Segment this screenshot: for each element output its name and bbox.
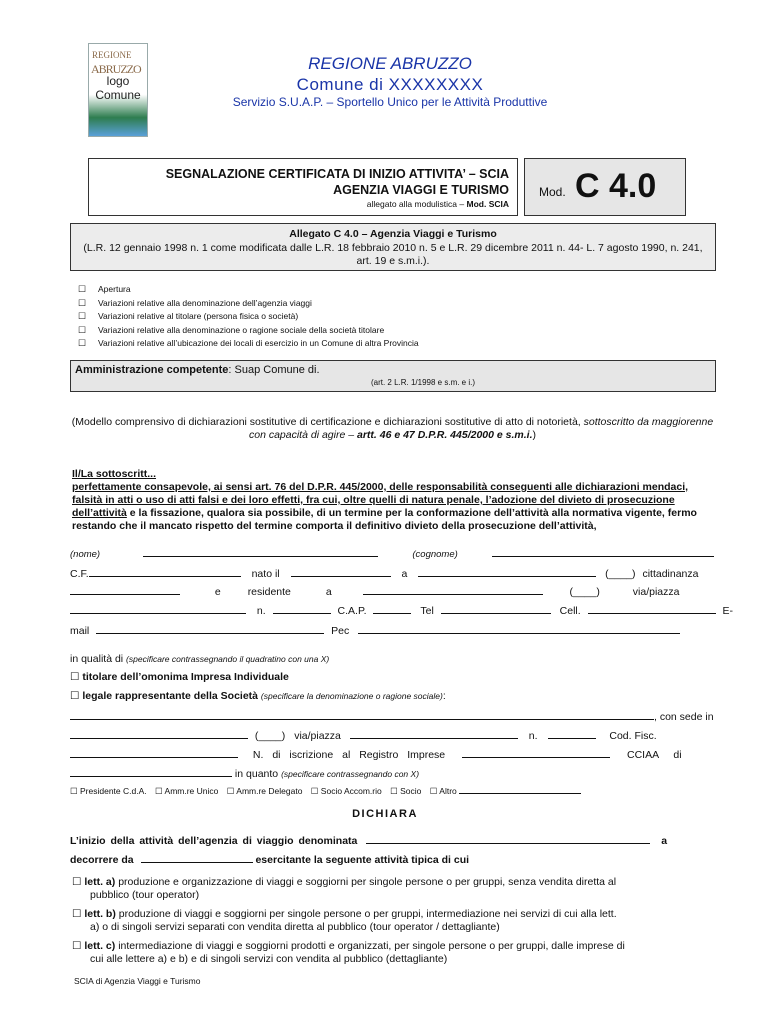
titolare-label: titolare dell’omonima Impresa Individuale: [82, 671, 289, 683]
email-label-1: E-: [722, 605, 734, 617]
cittadinanza-label: cittadinanza: [642, 568, 699, 580]
lett-text: produzione di viaggi e soggiorni per singole persone o per gruppi, intermediazione nei servizi di cui alla lett.: [118, 908, 617, 920]
checkbox-icon[interactable]: ☐: [72, 876, 82, 888]
residente-label: residente: [247, 586, 291, 598]
scia-type-options: [78, 283, 419, 351]
role-label: Socio: [400, 786, 422, 796]
lett-label: lett. c): [84, 940, 116, 952]
sottoscritto-paragraph: [72, 468, 714, 533]
in-quanto-hint: (specificare contrassegnando con X): [281, 769, 420, 779]
option-label: Variazioni relative al titolare (persona fisica o società): [98, 311, 299, 321]
cciaa-field[interactable]: [70, 766, 232, 777]
lett-b-option[interactable]: [72, 908, 714, 934]
inizio-row: [70, 833, 715, 847]
checkbox-icon[interactable]: ☐: [155, 786, 163, 796]
cognome-field[interactable]: [492, 546, 714, 557]
nome-label: (nome): [70, 549, 101, 560]
role-altro[interactable]: [430, 786, 457, 796]
title-box: [88, 158, 518, 216]
nato-il-label: nato il: [251, 568, 280, 580]
numero-label: n.: [256, 605, 266, 617]
checkbox-icon[interactable]: ☐: [70, 690, 80, 702]
sottoscritto-underlined: perfettamente consapevole, ai sensi art. 76 del D.P.R. 445/2000, delle responsabilità conseguenti alle dichiarazioni mendaci, falsità in atti o uso di atti falsi e dei loro effetti, fra cui, oltre quelli di natura penale, l’adozione del divieto di prosecuzione dell’attività: [72, 481, 689, 519]
tel-label: Tel: [420, 605, 434, 617]
comune-title: Comune di XXXXXXXX: [296, 75, 484, 94]
checkbox-icon[interactable]: ☐: [226, 786, 235, 796]
role-label: Amm.re Unico: [164, 786, 219, 796]
pec-label: Pec: [331, 625, 350, 637]
iscrizione-field[interactable]: [462, 747, 610, 758]
page-footer: SCIA di Agenzia Viaggi e Turismo: [74, 976, 201, 986]
sottoscritto-bold: e la fissazione, qualora sia possibile, di un termine per la conformazione dell’attività alla normativa vigente, fermo restando che il mancato rispetto del termine comporta il definitivo divieto della prosecuzione dell’attività,: [72, 507, 697, 532]
iscrizione-label: N. di iscrizione al Registro Imprese: [252, 749, 446, 761]
luogo-nascita-field[interactable]: [418, 566, 596, 577]
nato-a-label: a: [401, 568, 408, 580]
title-line3: [89, 199, 509, 209]
con-sede-label: , con sede in: [654, 711, 714, 723]
e-label: e: [214, 586, 221, 598]
dichiara-heading: DICHIARA: [352, 808, 418, 820]
numero-field[interactable]: [273, 603, 331, 614]
in-quanto-label: in quanto: [234, 768, 279, 780]
mod-code: C 4.0: [575, 167, 657, 205]
residenza-comune-field[interactable]: [363, 584, 543, 595]
lett-text-2: cui alle lettere a) e b) e di singoli servizi con vendita al pubblico (dettagliante): [90, 953, 448, 965]
lett-label: lett. b): [84, 908, 116, 920]
role-socio[interactable]: [390, 786, 421, 796]
ragione-sociale-field[interactable]: [70, 709, 654, 720]
cittadinanza-field[interactable]: [70, 584, 180, 595]
sede-row: [70, 728, 715, 742]
cciaa-label: CCIAA di: [627, 749, 682, 761]
sede-provincia-field[interactable]: (____): [254, 730, 286, 742]
title-line2: AGENZIA VIAGGI E TURISMO: [333, 183, 509, 197]
indirizzo-row: [70, 603, 734, 617]
legale-hint: (specificare la denominazione o ragione sociale): [260, 691, 443, 701]
option-variazione-ubicazione[interactable]: [78, 337, 419, 351]
provincia-nascita-field[interactable]: (____): [605, 568, 636, 580]
sede-numero-field[interactable]: [548, 728, 596, 739]
sede-via-field[interactable]: [350, 728, 518, 739]
logo-line2: ABRUZZO: [91, 62, 141, 76]
modello-part4: ): [532, 429, 536, 441]
checkbox-icon[interactable]: ☐: [70, 671, 80, 683]
checkbox-icon[interactable]: ☐: [78, 284, 87, 294]
tel-field[interactable]: [441, 603, 551, 614]
amministrazione-note: (art. 2 L.R. 1/1998 e s.m. e i.): [370, 378, 476, 387]
title-line1: SEGNALAZIONE CERTIFICATA DI INIZIO ATTIVITA’ – SCIA: [165, 167, 509, 181]
legale-label: legale rappresentante della Società: [82, 690, 258, 702]
amministrazione-box: [70, 360, 716, 392]
option-variazione-titolare[interactable]: [78, 310, 419, 324]
nato-il-field[interactable]: [291, 566, 391, 577]
logo-line1: REGIONE: [92, 50, 132, 60]
societa-row: [70, 709, 715, 723]
roles-row: [70, 785, 715, 797]
service-subtitle: Servizio S.U.A.P. – Sportello Unico per le Attività Produttive: [232, 95, 548, 109]
legale-row[interactable]: ☐ legale rappresentante della Società (specificare la denominazione o ragione sociale):: [70, 690, 446, 702]
modello-part3: artt. 46 e 47 D.P.R. 445/2000 e s.m.i.: [356, 429, 533, 441]
comune-logo: [88, 43, 148, 137]
option-label: Variazioni relative alla denominazione dell’agenzia viaggi: [98, 297, 312, 308]
in-quanto-row: [70, 766, 715, 780]
sede-comune-field[interactable]: [70, 728, 248, 739]
sede-via-label: via/piazza: [294, 730, 341, 742]
inizio-a-label: a: [661, 835, 668, 847]
role-label: Presidente C.d.A.: [80, 786, 147, 796]
via-field[interactable]: [70, 603, 246, 614]
iscrizione-row: [70, 747, 715, 761]
decorrere-field[interactable]: [141, 852, 253, 863]
cod-fisc-label: Cod. Fisc.: [609, 730, 657, 742]
residente-row: [70, 584, 715, 598]
nome-field[interactable]: [143, 546, 378, 557]
modello-part2: sottoscritto da maggiorenne con capacità di agire –: [248, 416, 714, 441]
amministrazione-label: Amministrazione competente: [75, 364, 229, 376]
esercitante-label: esercitante la seguente attività tipica di cui: [255, 854, 470, 866]
sottoscritto-title: Il/La sottoscritt...: [72, 468, 157, 480]
checkbox-icon[interactable]: ☐: [72, 940, 82, 952]
role-label: Amm.re Delegato: [236, 786, 303, 796]
checkbox-icon[interactable]: ☐: [310, 786, 319, 796]
role-presidente[interactable]: [70, 786, 147, 796]
role-label: Altro: [439, 786, 457, 796]
checkbox-icon[interactable]: ☐: [78, 338, 87, 348]
lett-a-option[interactable]: [72, 876, 714, 902]
role-socio-accomandatario[interactable]: [311, 786, 382, 796]
cod-fisc-field[interactable]: [70, 747, 238, 758]
via-piazza-label: via/piazza: [632, 586, 680, 598]
qualita-row: [70, 653, 715, 665]
pec-field[interactable]: [358, 623, 680, 634]
cap-field[interactable]: [373, 603, 411, 614]
nome-row: [70, 546, 715, 560]
title-line3-b: Mod. SCIA: [466, 199, 509, 209]
role-amm-unico[interactable]: [155, 786, 218, 796]
role-amm-delegato[interactable]: [227, 786, 303, 796]
inizio-label: L’inizio della attività dell’agenzia di viaggio denominata: [70, 835, 358, 847]
altro-field[interactable]: [459, 785, 581, 794]
option-label: Variazioni relative alla denominazione o ragione sociale della società titolare: [98, 324, 385, 335]
mod-label: Mod.: [539, 185, 566, 199]
residenza-provincia-field[interactable]: (____): [569, 586, 600, 598]
denominazione-field[interactable]: [366, 833, 650, 844]
option-variazione-ragione-sociale[interactable]: [78, 324, 419, 338]
allegato-box: [70, 223, 716, 271]
qualita-label: in qualità di: [70, 653, 124, 665]
lett-text: intermediazione di viaggi e soggiorni prodotti e organizzati, per singole persone o per gruppi, dalle imprese di: [118, 940, 625, 952]
cell-field[interactable]: [588, 603, 716, 614]
checkbox-icon[interactable]: ☐: [78, 297, 87, 308]
allegato-law: (L.R. 12 gennaio 1998 n. 1 come modificata dalle L.R. 18 febbraio 2010 n. 5 e L.R. 29 dicembre 2011 n. 44- L. 7 agosto 1990, n. 241, art. 19 e s.m.i.).: [83, 242, 703, 267]
checkbox-icon[interactable]: ☐: [72, 908, 82, 920]
lett-text-2: pubblico (tour operator): [90, 889, 200, 901]
checkbox-icon[interactable]: ☐: [78, 311, 87, 321]
cf-row: [70, 566, 715, 580]
cf-field[interactable]: [89, 566, 241, 577]
checkbox-icon[interactable]: ☐: [70, 786, 78, 796]
modello-note: [70, 416, 715, 442]
cf-label: C.F.: [70, 568, 89, 580]
lett-text-2: a) o di singoli servizi separati con vendita diretta al pubblico (tour operator / dettagliante): [90, 921, 500, 933]
checkbox-icon[interactable]: ☐: [390, 786, 398, 796]
titolare-row[interactable]: [70, 671, 715, 683]
option-label: Apertura: [98, 284, 131, 294]
amministrazione-value: : Suap Comune di.: [228, 364, 320, 376]
modello-part1: (Modello comprensivo di dichiarazioni sostitutive di certificazione e dichiarazioni sostitutive di atto di notorietà,: [71, 416, 581, 428]
role-label: Socio Accom.rio: [320, 786, 382, 796]
logo-label: logo Comune: [95, 74, 141, 102]
option-apertura[interactable]: [78, 283, 419, 297]
option-variazione-denominazione[interactable]: [78, 297, 419, 311]
email-field[interactable]: [96, 623, 324, 634]
residente-a-label: a: [325, 586, 332, 598]
email-row: [70, 623, 715, 637]
allegato-title: Allegato C 4.0 – Agenzia Viaggi e Turismo: [289, 228, 497, 240]
email-label-2: mail: [70, 625, 90, 637]
cap-label: C.A.P.: [337, 605, 367, 617]
checkbox-icon[interactable]: ☐: [78, 324, 87, 335]
title-line3-a: allegato alla modulistica –: [366, 199, 465, 209]
lett-label: lett. a): [84, 876, 116, 888]
region-title: REGIONE ABRUZZO: [308, 54, 472, 73]
lett-text: produzione e organizzazione di viaggi e soggiorni per singole persone o per gruppi, senza vendita diretta al: [118, 876, 617, 888]
cell-label: Cell.: [559, 605, 581, 617]
qualita-hint: (specificare contrassegnando il quadratino con una X): [126, 654, 330, 664]
mod-box: [524, 158, 686, 216]
checkbox-icon[interactable]: ☐: [429, 786, 438, 796]
option-label: Variazioni relative all’ubicazione dei locali di esercizio in un Comune di altra Provincia: [98, 338, 419, 348]
decorrere-label: decorrere da: [70, 854, 134, 866]
decorrere-row: [70, 852, 715, 866]
lett-c-option[interactable]: [72, 940, 714, 966]
sede-numero-label: n.: [528, 730, 538, 742]
cognome-label: (cognome): [412, 549, 458, 560]
